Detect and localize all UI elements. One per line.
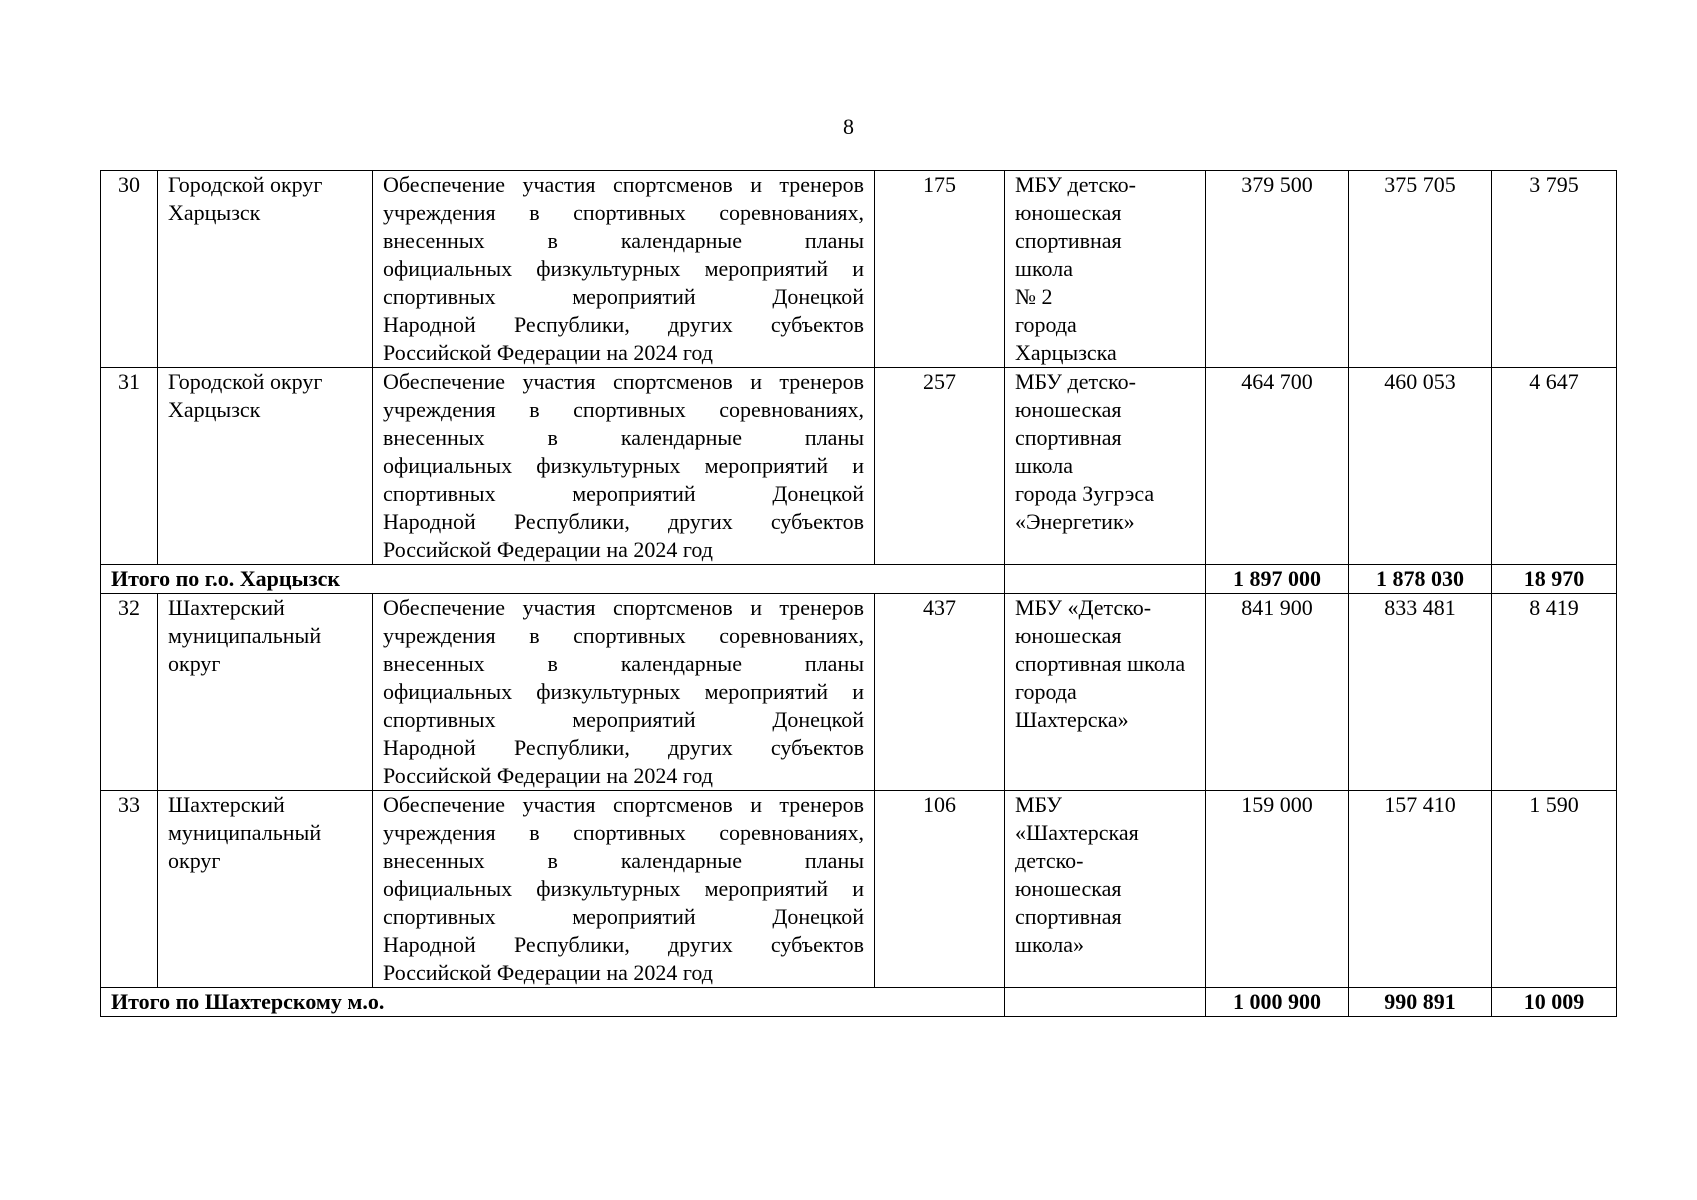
local-amount: 8 419	[1492, 594, 1617, 791]
municipality-cell	[158, 368, 373, 565]
event-description-line: Народной Республики, других субъектов	[383, 932, 864, 957]
municipality-cell	[158, 594, 373, 791]
municipality-line: муниципальный	[168, 820, 322, 845]
event-description-line: спортивных мероприятий Донецкой	[383, 481, 864, 506]
participant-count: 437	[875, 594, 1005, 791]
total-sum: 1 897 000	[1206, 565, 1349, 594]
row-number: 31	[101, 368, 158, 565]
institution-line: спортивная школа	[1015, 651, 1186, 676]
institution-cell	[1005, 368, 1206, 565]
event-description-line: Российской Федерации на 2024 год	[383, 763, 713, 788]
event-description-line: официальных физкультурных мероприятий и	[383, 453, 864, 478]
event-description-cell	[373, 171, 875, 368]
table-row	[101, 171, 1617, 368]
total-federal: 1 878 030	[1349, 565, 1492, 594]
event-description-line: учреждения в спортивных соревнованиях,	[383, 820, 864, 845]
participant-count: 257	[875, 368, 1005, 565]
municipality-line: округ	[168, 651, 221, 676]
institution-cell	[1005, 171, 1206, 368]
municipality-line: Городской округ	[168, 369, 323, 394]
event-description-line: официальных физкультурных мероприятий и	[383, 876, 864, 901]
institution-line: школа»	[1015, 932, 1084, 957]
total-empty-cell	[1005, 565, 1206, 594]
institution-line: школа	[1015, 256, 1073, 281]
total-label: Итого по г.о. Харцызск	[101, 565, 1005, 594]
institution-line: школа	[1015, 453, 1073, 478]
institution-line: МБУ «Детско-	[1015, 595, 1152, 620]
institution-line: Шахтерска»	[1015, 707, 1129, 732]
event-description-line: Российской Федерации на 2024 год	[383, 537, 713, 562]
institution-cell	[1005, 791, 1206, 988]
local-amount: 4 647	[1492, 368, 1617, 565]
total-sum: 1 000 900	[1206, 988, 1349, 1017]
event-description-line: официальных физкультурных мероприятий и	[383, 256, 864, 281]
event-description-line: Российской Федерации на 2024 год	[383, 960, 713, 985]
event-description-line: Народной Республики, других субъектов	[383, 312, 864, 337]
institution-line: «Энергетик»	[1015, 509, 1135, 534]
total-amount: 159 000	[1206, 791, 1349, 988]
event-description-line: спортивных мероприятий Донецкой	[383, 707, 864, 732]
institution-line: города	[1015, 312, 1077, 337]
institution-line: МБУ детско-	[1015, 172, 1136, 197]
row-number: 32	[101, 594, 158, 791]
institution-line: МБУ детско-	[1015, 369, 1136, 394]
institution-line: № 2	[1015, 284, 1053, 309]
event-description-line: Российской Федерации на 2024 год	[383, 340, 713, 365]
municipality-cell	[158, 171, 373, 368]
local-amount: 1 590	[1492, 791, 1617, 988]
institution-line: спортивная	[1015, 425, 1122, 450]
event-description-line: внесенных в календарные планы	[383, 228, 864, 253]
total-amount: 464 700	[1206, 368, 1349, 565]
event-description-line: спортивных мероприятий Донецкой	[383, 904, 864, 929]
municipality-line: Харцызск	[168, 200, 261, 225]
event-description-line: официальных физкультурных мероприятий и	[383, 679, 864, 704]
institution-line: города Зугрэса	[1015, 481, 1155, 506]
institution-line: МБУ	[1015, 792, 1062, 817]
participant-count: 106	[875, 791, 1005, 988]
total-local: 10 009	[1492, 988, 1617, 1017]
event-description-line: учреждения в спортивных соревнованиях,	[383, 200, 864, 225]
event-description-line: Обеспечение участия спортсменов и тренеров	[383, 369, 864, 394]
event-description-line: учреждения в спортивных соревнованиях,	[383, 623, 864, 648]
institution-line: города	[1015, 679, 1077, 704]
event-description-line: Обеспечение участия спортсменов и тренеров	[383, 595, 864, 620]
municipality-cell	[158, 791, 373, 988]
total-amount: 379 500	[1206, 171, 1349, 368]
table-row	[101, 791, 1617, 988]
total-local: 18 970	[1492, 565, 1617, 594]
institution-cell	[1005, 594, 1206, 791]
event-description-line: спортивных мероприятий Донецкой	[383, 284, 864, 309]
table-row	[101, 594, 1617, 791]
institution-line: спортивная	[1015, 904, 1122, 929]
event-description-cell	[373, 791, 875, 988]
event-description-line: учреждения в спортивных соревнованиях,	[383, 397, 864, 422]
institution-line: спортивная	[1015, 228, 1122, 253]
total-empty-cell	[1005, 988, 1206, 1017]
row-number: 33	[101, 791, 158, 988]
federal-amount: 460 053	[1349, 368, 1492, 565]
event-description-line: Народной Республики, других субъектов	[383, 509, 864, 534]
event-description-line: внесенных в календарные планы	[383, 425, 864, 450]
page-number: 8	[843, 114, 854, 139]
event-description-line: внесенных в календарные планы	[383, 651, 864, 676]
institution-line: Харцызска	[1015, 340, 1117, 365]
event-description-line: Обеспечение участия спортсменов и тренеров	[383, 792, 864, 817]
institution-line: детско-	[1015, 848, 1084, 873]
total-amount: 841 900	[1206, 594, 1349, 791]
participant-count: 175	[875, 171, 1005, 368]
institution-line: юношеская	[1015, 623, 1122, 648]
event-description-cell	[373, 368, 875, 565]
institution-line: юношеская	[1015, 397, 1122, 422]
total-federal: 990 891	[1349, 988, 1492, 1017]
event-description-line: Народной Республики, других субъектов	[383, 735, 864, 760]
municipality-line: Шахтерский	[168, 595, 285, 620]
event-description-line: внесенных в календарные планы	[383, 848, 864, 873]
federal-amount: 375 705	[1349, 171, 1492, 368]
municipality-line: Шахтерский	[168, 792, 285, 817]
municipality-line: Харцызск	[168, 397, 261, 422]
federal-amount: 833 481	[1349, 594, 1492, 791]
total-row	[101, 988, 1617, 1017]
local-amount: 3 795	[1492, 171, 1617, 368]
federal-amount: 157 410	[1349, 791, 1492, 988]
funding-table	[100, 170, 1617, 1017]
institution-line: юношеская	[1015, 876, 1122, 901]
institution-line: «Шахтерская	[1015, 820, 1139, 845]
row-number: 30	[101, 171, 158, 368]
total-row	[101, 565, 1617, 594]
event-description-line: Обеспечение участия спортсменов и тренеров	[383, 172, 864, 197]
municipality-line: Городской округ	[168, 172, 323, 197]
total-label: Итого по Шахтерскому м.о.	[101, 988, 1005, 1017]
municipality-line: муниципальный	[168, 623, 322, 648]
event-description-cell	[373, 594, 875, 791]
table-row	[101, 368, 1617, 565]
municipality-line: округ	[168, 848, 221, 873]
institution-line: юношеская	[1015, 200, 1122, 225]
